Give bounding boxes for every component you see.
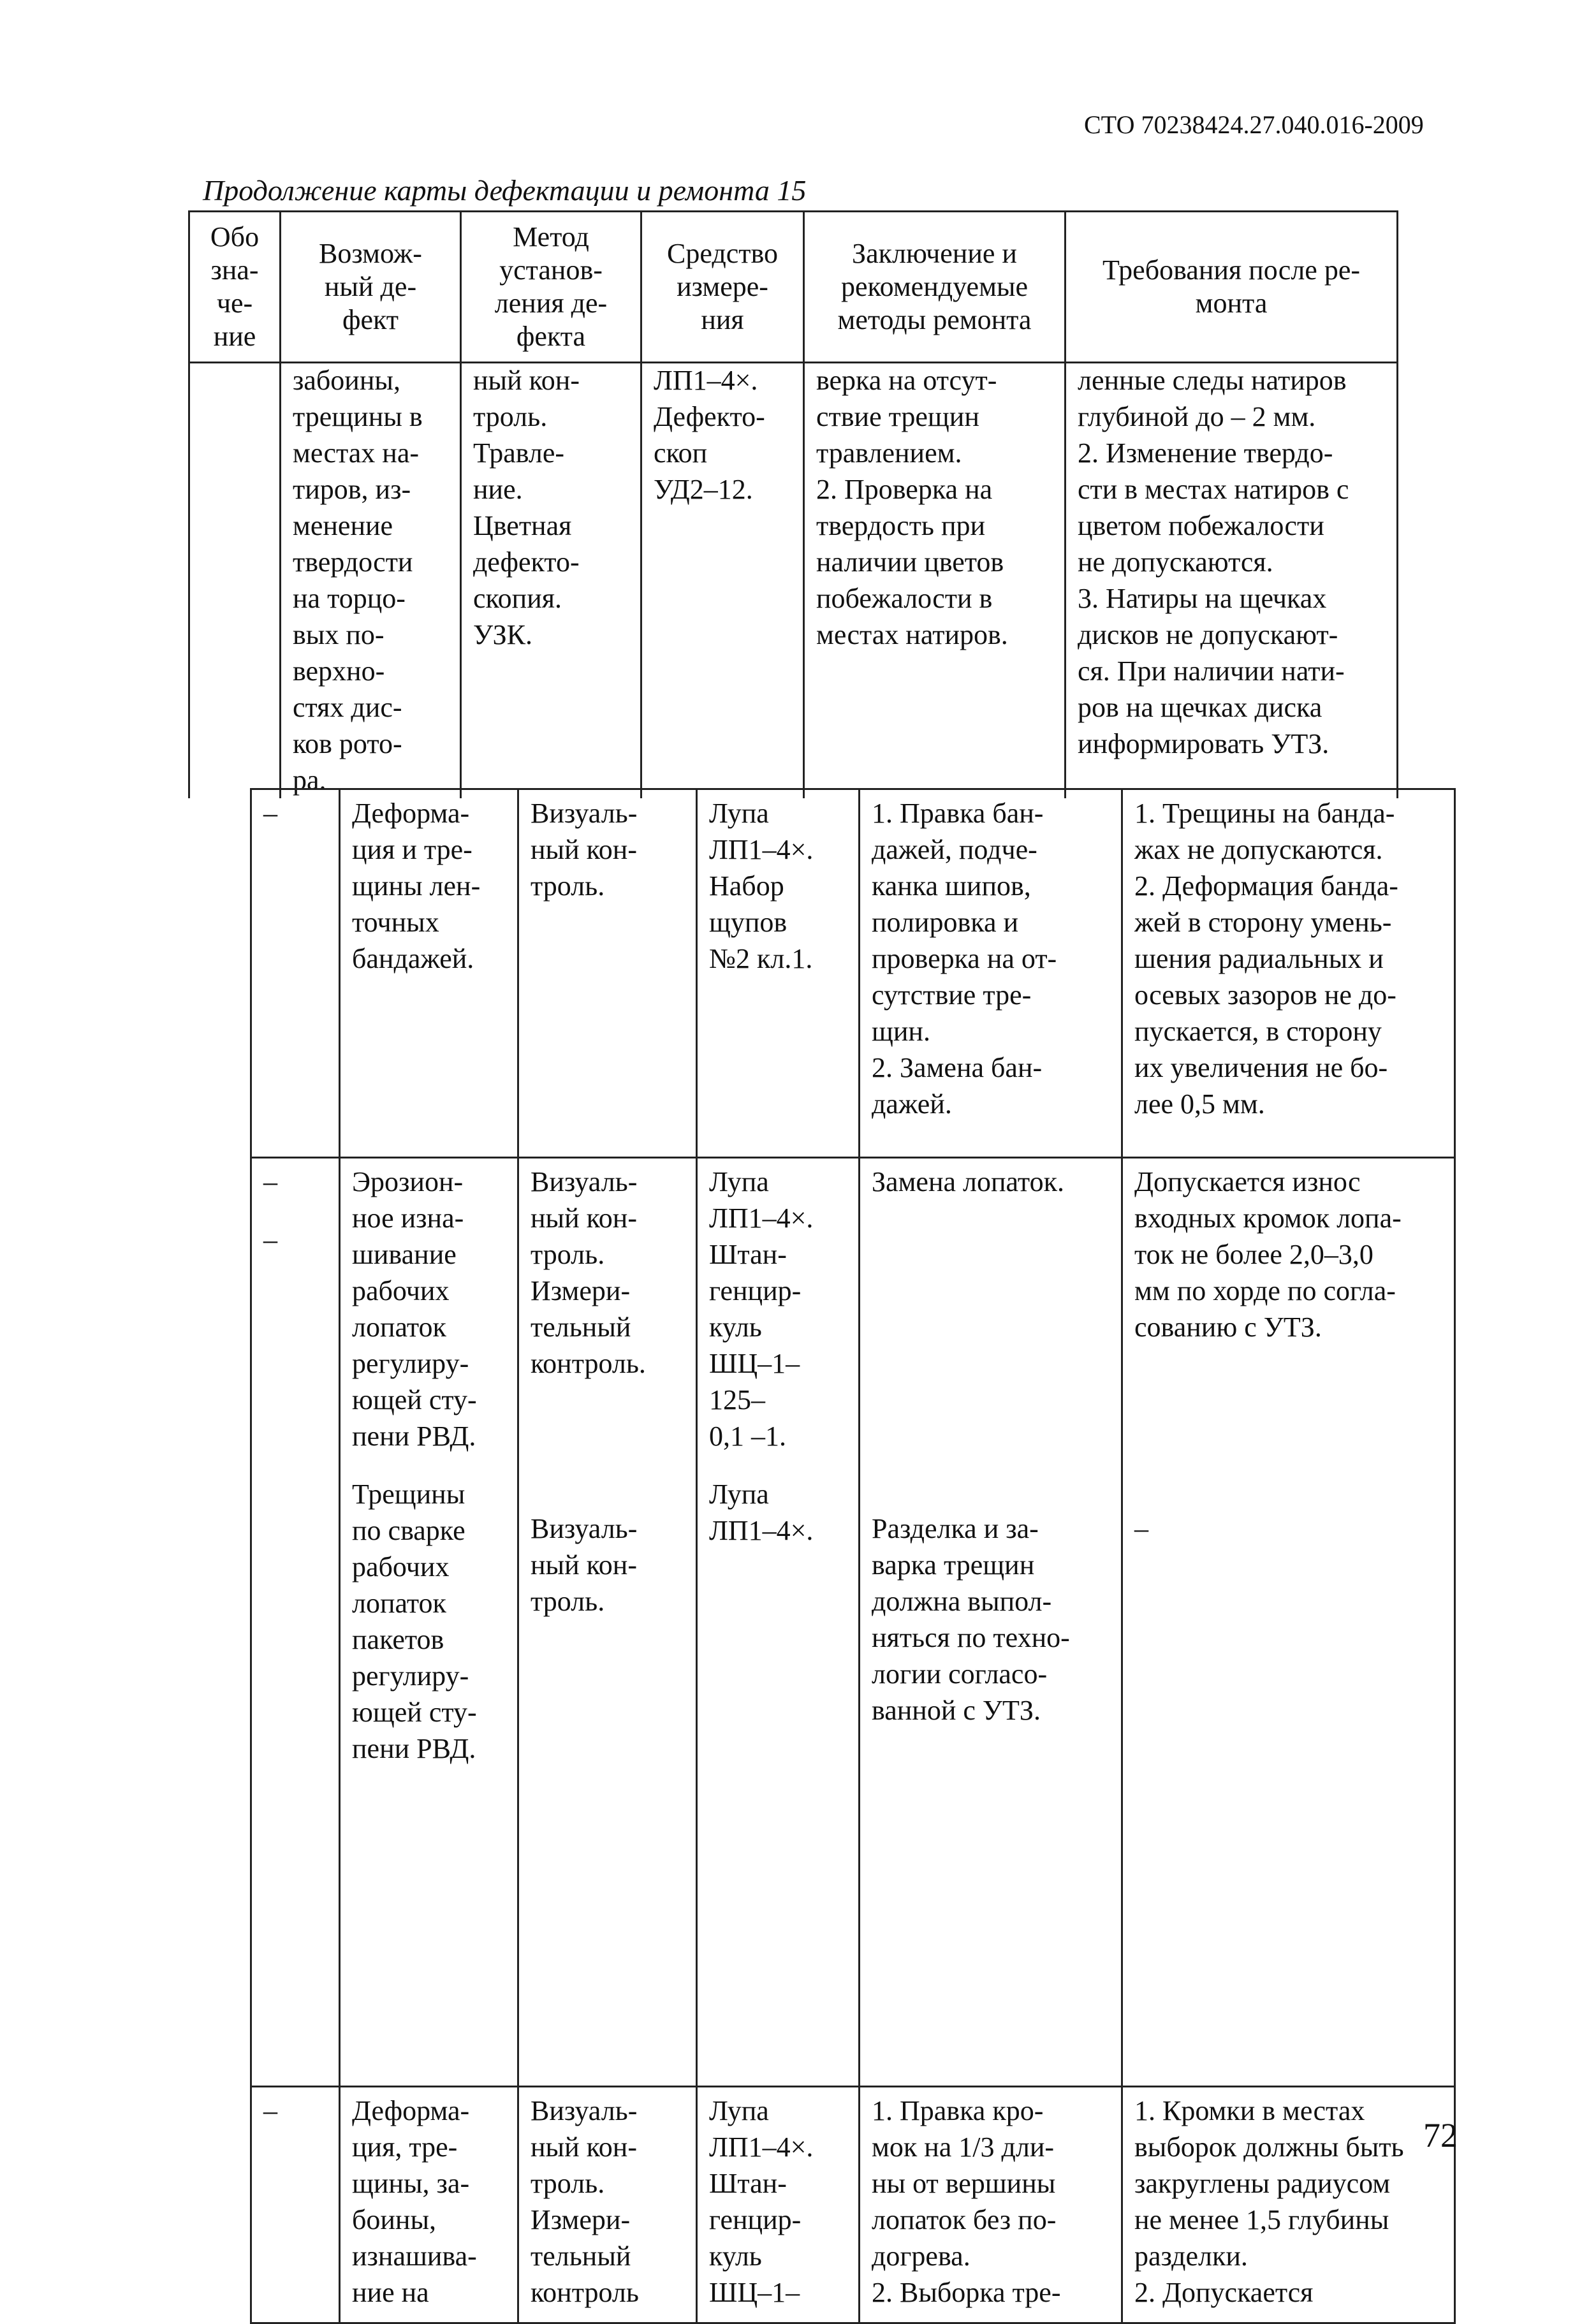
designation-cell: – — [251, 2087, 340, 2323]
table-caption: Продолжение карты дефектации и ремонта 15 — [203, 174, 807, 207]
page-number: 72 — [1423, 2116, 1458, 2154]
defect-entry: Трещины по сварке рабочих лопаток пакетов регулиру- ющей сту- пени РВД. — [352, 1479, 477, 1764]
defect-entry: Эрозион- ное изна- шивание рабочих лопаток регулиру- ющей сту- пени РВД. — [352, 1166, 477, 1452]
method-cell: Визуаль- ный кон- троль. — [518, 789, 697, 1158]
table-row — [251, 789, 1455, 1158]
repair-cell — [860, 1158, 1122, 2087]
header-requirements: Требования после ре- монта — [1066, 212, 1398, 363]
header-measuring-tool: Средство измере- ния — [641, 212, 804, 363]
tool-entry: Лупа ЛП1–4×. Штан- генцир- куль ШЦ–1– 125– 0,1 –1. — [709, 1166, 814, 1452]
method-entry: Визуаль- ный кон- троль. Измери- тельный контроль. — [531, 1166, 646, 1379]
defect-cell: Деформа- ция, тре- щины, за- боины, изнашива- ние на — [340, 2087, 518, 2323]
continuation-table — [188, 357, 1398, 798]
repair-cell: 1. Правка кро- мок на 1/3 дли- ны от вершины лопаток без по- догрева. 2. Выборка тре- — [860, 2087, 1122, 2323]
requirements-entry: Допускается износ входных кромок лопа- ток не более 2,0–3,0 мм по хорде по согла- сованию с УТЗ. — [1134, 1166, 1402, 1343]
table-row — [251, 2087, 1455, 2323]
repair-entry: Разделка и за- варка трещин должна выпол- няться по техно- логии согласо- ванной с УТЗ. — [872, 1513, 1070, 1726]
defect-cell: забоины, трещины в местах на- тиров, из- менение твердости на торцо- вых по- верхно- стях дис- ков рото- ра. — [281, 357, 461, 798]
repair-cell: 1. Правка бан- дажей, подче- канка шипов, полировка и проверка на от- сутствие тре- щин. 2. Замена бан- дажей. — [860, 789, 1122, 1158]
main-table — [250, 788, 1456, 2324]
requirements-cell: 1. Кромки в местах выборок должны быть закруглены радиусом не менее 1,5 глубины разделки. 2. Допускается — [1122, 2087, 1455, 2323]
method-cell: Визуаль- ный кон- троль. Измери- тельный контроль — [518, 2087, 697, 2323]
requirements-cell: ленные следы натиров глубиной до – 2 мм. 2. Изменение твердо- сти в местах натиров с цветом побежалости не допускаются. 3. Натиры на щечках дисков не допускают- ся. При наличии нати- ров на щечках диска информировать УТЗ. — [1066, 357, 1398, 798]
header-possible-defect: Возмож- ный де- фект — [281, 212, 461, 363]
table-row — [251, 1158, 1455, 2087]
designation-entry: – — [263, 1166, 277, 1197]
header-conclusion-repair: Заключение и рекомендуемые методы ремонта — [804, 212, 1066, 363]
designation-entry: – — [263, 1224, 277, 1255]
repair-cell: верка на отсут- ствие трещин травлением. 2. Проверка на твердость при наличии цветов побежалости в местах натиров. — [804, 357, 1066, 798]
defect-cell: Деформа- ция и тре- щины лен- точных бандажей. — [340, 789, 518, 1158]
header-table — [188, 210, 1398, 363]
method-cell — [518, 1158, 697, 2087]
method-cell: ный кон- троль. Травле- ние. Цветная дефекто- скопия. УЗК. — [461, 357, 641, 798]
tool-cell — [697, 1158, 860, 2087]
document-code: СТО 70238424.27.040.016-2009 — [1084, 110, 1424, 139]
header-row — [189, 212, 1398, 363]
repair-entry: Замена лопаток. — [872, 1166, 1064, 1197]
tool-entry: Лупа ЛП1–4×. — [709, 1479, 814, 1546]
designation-cell: – — [251, 789, 340, 1158]
table-row — [189, 357, 1398, 798]
tool-cell: ЛП1–4×. Дефекто- скоп УД2–12. — [641, 357, 804, 798]
tool-cell: Лупа ЛП1–4×. Набор щупов №2 кл.1. — [697, 789, 860, 1158]
defect-cell — [340, 1158, 518, 2087]
tool-cell: Лупа ЛП1–4×. Штан- генцир- куль ШЦ–1– — [697, 2087, 860, 2323]
header-detection-method: Метод установ- ления де- фекта — [461, 212, 641, 363]
header-designation: Обо зна- че- ние — [189, 212, 281, 363]
requirements-entry: – — [1134, 1513, 1148, 1544]
designation-cell — [189, 357, 281, 798]
designation-cell — [251, 1158, 340, 2087]
requirements-cell: 1. Трещины на банда- жах не допускаются. 2. Деформация банда- жей в сторону умень- шения радиальных и осевых зазоров не до- пускается, в сторону их увеличения не бо- лее 0,5 мм. — [1122, 789, 1455, 1158]
requirements-cell — [1122, 1158, 1455, 2087]
method-entry: Визуаль- ный кон- троль. — [531, 1513, 638, 1617]
